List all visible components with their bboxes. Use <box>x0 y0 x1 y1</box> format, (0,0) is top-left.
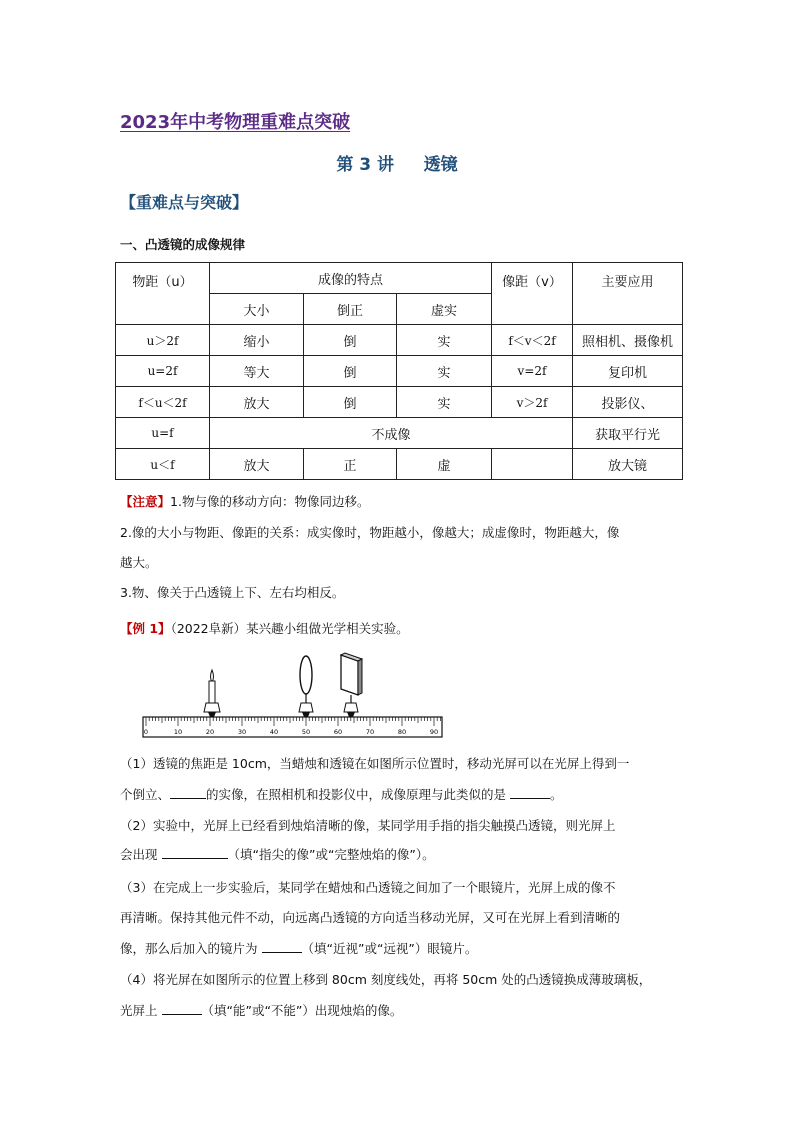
header-image-features: 成像的特点 <box>210 263 492 294</box>
document-title: 2023年中考物理重难点突破 <box>120 112 351 133</box>
ruler-label: 90 <box>429 728 439 736</box>
cell-size: 放大 <box>210 387 304 418</box>
header-application: 主要应用 <box>573 263 683 325</box>
ruler-label: 60 <box>333 728 343 736</box>
example-tag: 【例 1】 <box>120 621 171 636</box>
ruler-label: 40 <box>269 728 279 736</box>
note-line-2-cont: 越大。 <box>120 555 158 570</box>
question-1-text-a: 个倒立、 <box>120 787 171 802</box>
note-line-2: 2.像的大小与物距、像距的关系：成实像时，物距越小，像越大；成虚像时，物距越大，像 <box>120 525 620 540</box>
answer-blank-3[interactable] <box>162 846 228 859</box>
question-2-line-1: （2）实验中，光屏上已经看到烛焰清晰的像，某同学用手指的指尖触摸凸透镜，则光屏上 <box>120 818 616 833</box>
example-heading <box>120 619 409 639</box>
cell-u: f＜u＜2f <box>116 387 210 418</box>
table-row <box>116 418 683 449</box>
ruler-label: 0 <box>143 728 149 736</box>
table-header-row <box>116 263 683 294</box>
section-heading: 【重难点与突破】 <box>120 193 249 212</box>
optical-bench-figure <box>140 650 445 745</box>
question-3-line-3 <box>120 939 477 959</box>
header-object-distance: 物距（u） <box>116 263 210 325</box>
question-2-text-b: （填“指尖的像”或“完整烛焰的像”）。 <box>227 847 435 862</box>
ruler-label: 80 <box>397 728 407 736</box>
table-row <box>116 449 683 480</box>
question-1-text-b: 的实像，在照相机和投影仪中，成像原理与此类似的是 <box>206 787 507 802</box>
cell-real-virtual: 实 <box>397 356 492 387</box>
example-stem: 某兴趣小组做光学相关实验。 <box>246 621 409 636</box>
ruler-label: 70 <box>365 728 375 736</box>
cell-orientation: 倒 <box>304 356 397 387</box>
answer-blank-5[interactable] <box>162 1002 202 1015</box>
question-3-line-2: 再清晰。保持其他元件不动，向远离凸透镜的方向适当移动光屏，又可在光屏上看到清晰的 <box>120 910 621 925</box>
example-source: （2022阜新） <box>170 621 247 636</box>
cell-v: f＜v＜2f <box>492 325 573 356</box>
ruler-label: 50 <box>301 728 311 736</box>
header-image-distance: 像距（v） <box>492 263 573 325</box>
cell-application: 获取平行光 <box>573 418 683 449</box>
subsection-heading: 一、凸透镜的成像规律 <box>120 237 246 252</box>
question-4-text-a: 光屏上 <box>120 1003 158 1018</box>
cell-size: 缩小 <box>210 325 304 356</box>
question-4-line-2 <box>120 1001 402 1021</box>
cell-u: u=2f <box>116 356 210 387</box>
note-text-1: 1.物与像的移动方向：物像同边移。 <box>170 494 370 509</box>
candle-icon <box>204 670 220 717</box>
cell-u: u=f <box>116 418 210 449</box>
answer-blank-4[interactable] <box>262 940 302 953</box>
answer-blank-2[interactable] <box>510 786 550 799</box>
cell-real-virtual: 实 <box>397 325 492 356</box>
header-real-virtual: 虚实 <box>397 294 492 325</box>
question-3-text-b: （填“近视”或“远视”）眼镜片。 <box>301 941 478 956</box>
cell-application: 复印机 <box>573 356 683 387</box>
question-1-line-1: （1）透镜的焦距是 10cm，当蜡烛和透镜在如图所示位置时，移动光屏可以在光屏上得到一 <box>120 756 630 771</box>
note-line-3: 3.物、像关于凸透镜上下、左右均相反。 <box>120 585 345 600</box>
note-tag: 【注意】 <box>120 494 171 509</box>
question-2-text-a: 会出现 <box>120 847 158 862</box>
question-4-line-1: （4）将光屏在如图所示的位置上移到 80cm 刻度线处，再将 50cm 处的凸透镜换成薄玻璃板， <box>120 972 652 987</box>
imaging-rules-table <box>115 262 683 480</box>
lecture-title: 第 3 讲 透镜 <box>336 155 458 175</box>
cell-application: 放大镜 <box>573 449 683 480</box>
ruler-label: 30 <box>237 728 247 736</box>
header-size: 大小 <box>210 294 304 325</box>
convex-lens-icon <box>299 656 313 717</box>
cell-v: v=2f <box>492 356 573 387</box>
question-1-line-2 <box>120 785 563 805</box>
table-row <box>116 325 683 356</box>
ruler-label: 10 <box>173 728 183 736</box>
cell-orientation: 倒 <box>304 387 397 418</box>
cell-real-virtual: 实 <box>397 387 492 418</box>
cell-u: u＞2f <box>116 325 210 356</box>
cell-v: v＞2f <box>492 387 573 418</box>
table-row <box>116 387 683 418</box>
answer-blank-1[interactable] <box>170 786 206 799</box>
cell-orientation: 正 <box>304 449 397 480</box>
cell-u: u＜f <box>116 449 210 480</box>
cell-size: 等大 <box>210 356 304 387</box>
ruler-label: 20 <box>205 728 215 736</box>
cell-application: 投影仪、 <box>573 387 683 418</box>
note-line-1 <box>120 492 369 512</box>
cell-v <box>492 449 573 480</box>
header-orientation: 倒正 <box>304 294 397 325</box>
meter-ruler <box>143 717 442 737</box>
question-3-text-a: 像，那么后加入的镜片为 <box>120 941 258 956</box>
question-2-line-2 <box>120 845 435 865</box>
cell-real-virtual: 虚 <box>397 449 492 480</box>
table-row <box>116 356 683 387</box>
cell-application: 照相机、摄像机 <box>573 325 683 356</box>
cell-no-image: 不成像 <box>210 418 573 449</box>
question-4-text-b: （填“能”或“不能”）出现烛焰的像。 <box>201 1003 403 1018</box>
cell-size: 放大 <box>210 449 304 480</box>
question-3-line-1: （3）在完成上一步实验后，某同学在蜡烛和凸透镜之间加了一个眼镜片，光屏上成的像不 <box>120 880 616 895</box>
question-1-text-c: 。 <box>550 787 563 802</box>
light-screen-icon <box>341 653 362 717</box>
cell-orientation: 倒 <box>304 325 397 356</box>
